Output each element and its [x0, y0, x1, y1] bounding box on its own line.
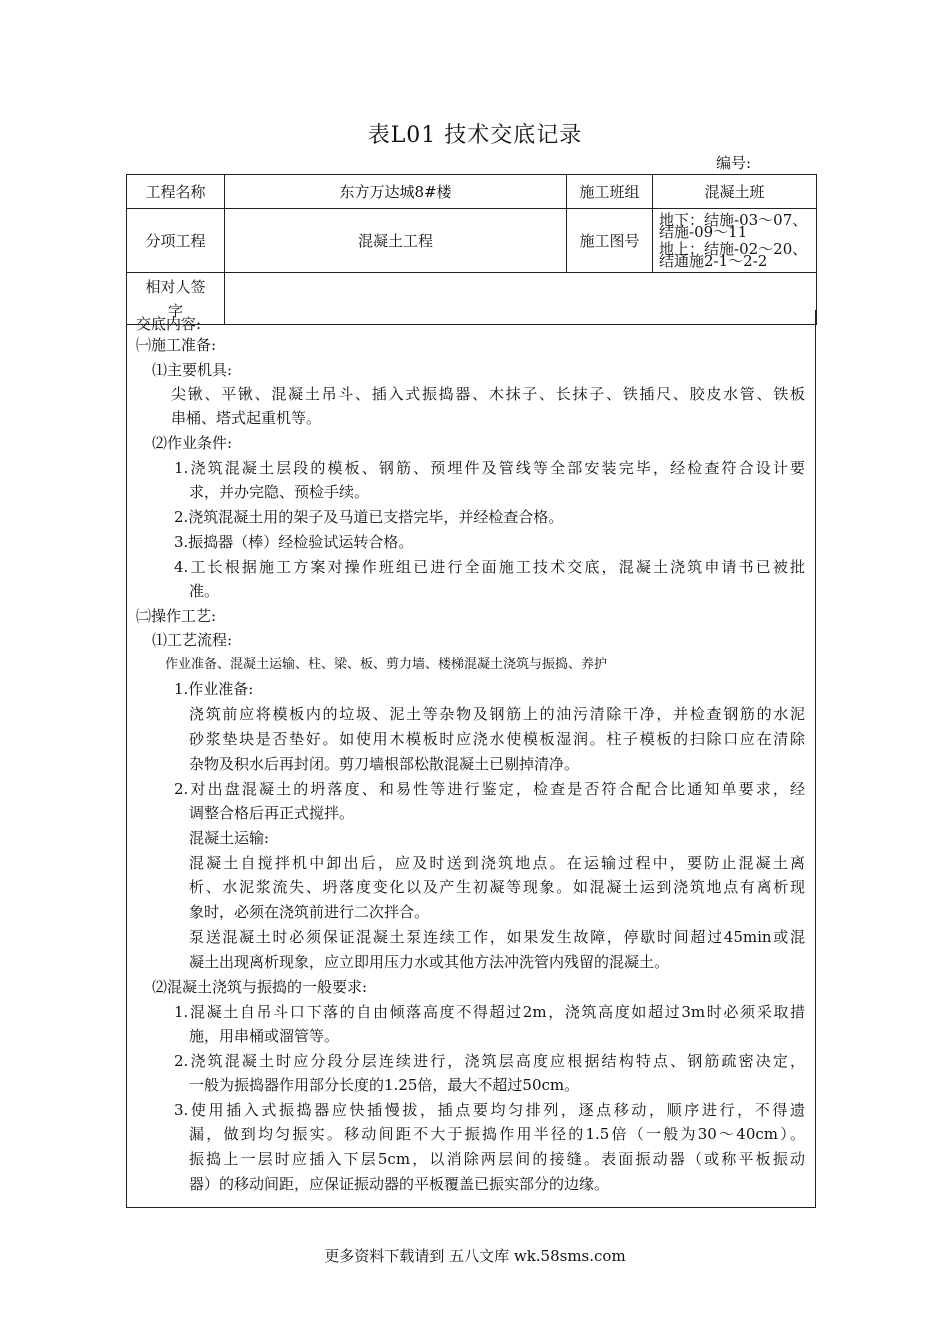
- text-line: 调整合格后再正式搅拌。: [189, 804, 355, 822]
- text-line: 砂浆垫块是否垫好。如使用木模板时应浇水使模板湿润。柱子模板的扫除口应在清除: [189, 730, 805, 748]
- project-name-label: 工程名称: [127, 175, 225, 209]
- text-line: 器）的移动间距，应保证振动器的平板覆盖已振实部分的边缘。: [189, 1175, 610, 1193]
- list-item: 2.浇筑混凝土用的架子及马道已支搭完毕，并经检查合格。: [174, 508, 564, 526]
- list-item: 4.工长根据施工方案对操作班组已进行全面施工技术交底，混凝土浇筑申请书已被批: [174, 558, 805, 576]
- subproject-value: 混凝土工程: [225, 209, 567, 273]
- drawing-numbers-underground: 地下：结施-03～07、结施-09～11: [659, 211, 808, 241]
- section-heading: ㈡操作工艺:: [136, 607, 217, 625]
- drawing-numbers-aboveground: 地上：结施-02～20、结通施2-1～2-2: [659, 240, 808, 270]
- subproject-label: 分项工程: [127, 209, 225, 273]
- subsection-heading: ⑵混凝土浇筑与振捣的一般要求:: [152, 978, 368, 996]
- text-line: 串桶、塔式起重机等。: [171, 409, 322, 427]
- subsection-heading: ⑴主要机具:: [152, 361, 233, 379]
- record-header-table: [126, 174, 817, 325]
- list-item: 1.混凝土自吊斗口下落的自由倾落高度不得超过2m，浇筑高度如超过3m时必须采取措: [174, 1003, 805, 1021]
- text-line: 杂物及积水后再封闭。剪刀墙根部松散混凝土已剔掉清净。: [189, 755, 580, 773]
- footer-link[interactable]: 更多资料下载请到 五八文库 wk.58sms.com: [324, 1247, 626, 1265]
- briefing-content: [126, 310, 816, 1208]
- text-line: 混凝土运输:: [189, 829, 270, 847]
- team-value: 混凝土班: [653, 175, 817, 209]
- signature-label-line2: 字: [167, 301, 183, 320]
- subsection-heading: ⑴工艺流程:: [152, 631, 233, 649]
- list-item: 1.作业准备:: [174, 680, 254, 698]
- content-heading: 交底内容:: [136, 315, 202, 333]
- list-item: 3.使用插入式振捣器应快插慢拔，插点要均匀排列，逐点移动，顺序进行，不得遗: [174, 1101, 805, 1119]
- text-line: 凝土出现离析现象，应立即用压力水或其他方法冲洗管内残留的混凝土。: [189, 953, 670, 971]
- text-line: 尖锹、平锹、混凝土吊斗、插入式振捣器、木抹子、长抹子、铁插尺、胶皮水管、铁板: [171, 385, 805, 403]
- text-line: 振捣上一层时应插入下层5cm，以消除两层间的接缝。表面振动器（或称平板振动: [189, 1150, 805, 1168]
- text-line: 象时，必须在浇筑前进行二次拌合。: [189, 903, 430, 921]
- text-line: 析、水泥浆流失、坍落度变化以及产生初凝等现象。如混凝土运到浇筑地点有离析现: [189, 878, 805, 896]
- text-line: 准。: [189, 582, 220, 600]
- list-item: 2.对出盘混凝土的坍落度、和易性等进行鉴定，检查是否符合配合比通知单要求，经: [174, 780, 805, 798]
- list-item: 2.浇筑混凝土时应分段分层连续进行，浇筑层高度应根据结构特点、钢筋疏密决定，: [174, 1052, 805, 1070]
- text-line: 泵送混凝土时必须保证混凝土泵连续工作，如果发生故障，停歇时间超过45min或混: [189, 928, 805, 946]
- signature-label-line1: 相对人签: [145, 277, 206, 296]
- list-item: 3.振捣器（棒）经检验试运转合格。: [174, 533, 414, 551]
- section-heading: ㈠施工准备:: [136, 336, 217, 354]
- text-line: 求，并办完隐、预检手续。: [189, 483, 370, 501]
- process-flow: 作业准备、混凝土运输、柱、梁、板、剪力墙、楼梯混凝土浇筑与振捣、养护: [165, 657, 608, 672]
- text-line: 一般为振捣器作用部分长度的1.25倍，最大不超过50cm。: [189, 1076, 580, 1094]
- drawing-label: 施工图号: [567, 209, 653, 273]
- text-line: 浇筑前应将模板内的垃圾、泥土等杂物及钢筋上的油污清除干净，并检查钢筋的水泥: [189, 705, 805, 723]
- team-label: 施工班组: [567, 175, 653, 209]
- text-line: 施，用串桶或溜管等。: [189, 1027, 340, 1045]
- subsection-heading: ⑵作业条件:: [152, 434, 233, 452]
- project-name-value: 东方万达城8#楼: [225, 175, 567, 209]
- page-title: 表L01 技术交底记录: [367, 123, 583, 148]
- text-line: 漏，做到均匀振实。移动间距不大于振捣作用半径的1.5倍（一般为30～40cm）。: [189, 1125, 805, 1143]
- drawing-numbers: [653, 209, 817, 273]
- code-label: 编号:: [716, 154, 752, 172]
- text-line: 混凝土自搅拌机中卸出后，应及时送到浇筑地点。在运输过程中，要防止混凝土离: [189, 854, 805, 872]
- list-item: 1.浇筑混凝土层段的模板、钢筋、预埋件及管线等全部安装完毕，经检查符合设计要: [174, 459, 805, 477]
